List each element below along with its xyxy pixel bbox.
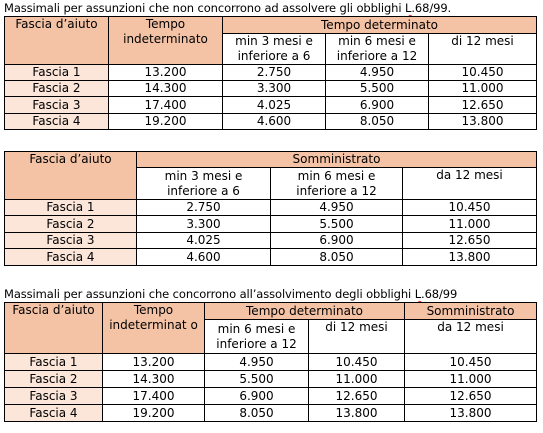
- table-row: [5, 354, 537, 371]
- cell-value: 19.200: [103, 405, 205, 422]
- table-non-concorrono: [4, 16, 537, 130]
- subheader-12mesi: di 12 mesi: [429, 34, 537, 65]
- table-row: [5, 97, 537, 114]
- table-concorrono: [4, 302, 537, 422]
- caption-text: Massimali per assunzioni che concorrono all’assolvimento degli obblighi: [4, 287, 415, 301]
- cell-value: 11.000: [403, 216, 537, 233]
- header-determinato: Tempo determinato: [223, 17, 537, 34]
- row-label: Fascia 1: [5, 354, 103, 371]
- cell-value: 4.950: [205, 354, 309, 371]
- cell-value: 3.300: [223, 81, 326, 97]
- cell-value: 14.300: [109, 81, 223, 97]
- row-label: Fascia 1: [5, 65, 109, 81]
- cell-value: 12.650: [403, 233, 537, 249]
- subheader-som-12mesi: da 12 mesi: [405, 320, 537, 354]
- cell-value: 13.800: [405, 405, 537, 422]
- table-row: [5, 249, 537, 266]
- row-label: Fascia 3: [5, 97, 109, 114]
- cell-value: 12.650: [309, 388, 405, 405]
- spellcheck-flagged-word: L.: [414, 287, 425, 301]
- row-label: Fascia 1: [5, 200, 137, 216]
- table-row: [5, 371, 537, 388]
- cell-value: 13.800: [309, 405, 405, 422]
- subheader-12mesi: di 12 mesi: [309, 320, 405, 354]
- row-label: Fascia 2: [5, 216, 137, 233]
- cell-value: 6.900: [326, 97, 429, 114]
- header-indeterminato: Tempo indeterminato: [109, 17, 223, 65]
- cell-value: 6.900: [205, 388, 309, 405]
- row-label: Fascia 2: [5, 371, 103, 388]
- caption-tail: 68/99: [424, 287, 458, 301]
- row-label: Fascia 4: [5, 249, 137, 266]
- caption-non-concorrono: [4, 1, 451, 15]
- cell-value: 11.000: [405, 371, 537, 388]
- cell-value: 10.450: [403, 200, 537, 216]
- cell-value: 13.800: [429, 114, 537, 130]
- row-label: Fascia 4: [5, 114, 109, 130]
- caption-tail: 68/99.: [414, 1, 452, 15]
- cell-value: 13.200: [103, 354, 205, 371]
- subheader-min6: min 6 mesi e inferiore a 12: [326, 34, 429, 65]
- table-row: [5, 114, 537, 130]
- cell-value: 19.200: [109, 114, 223, 130]
- table-row: [5, 216, 537, 233]
- cell-value: 8.050: [326, 114, 429, 130]
- table-row: [5, 388, 537, 405]
- row-label: Fascia 4: [5, 405, 103, 422]
- table-somministrato: [4, 151, 537, 266]
- subheader-min6: min 6 mesi e inferiore a 12: [205, 320, 309, 354]
- cell-value: 17.400: [109, 97, 223, 114]
- cell-value: 8.050: [205, 405, 309, 422]
- subheader-min3: min 3 mesi e inferiore a 6: [137, 168, 271, 200]
- cell-value: 10.450: [405, 354, 537, 371]
- cell-value: 5.500: [326, 81, 429, 97]
- cell-value: 13.800: [403, 249, 537, 266]
- cell-value: 4.600: [223, 114, 326, 130]
- cell-value: 5.500: [271, 216, 403, 233]
- header-somministrato: Somministrato: [405, 303, 537, 320]
- cell-value: 4.025: [223, 97, 326, 114]
- cell-value: 12.650: [429, 97, 537, 114]
- cell-value: 13.200: [109, 65, 223, 81]
- header-fascia: Fascia d’aiuto: [5, 303, 103, 354]
- cell-value: 17.400: [103, 388, 205, 405]
- subheader-min6: min 6 mesi e inferiore a 12: [271, 168, 403, 200]
- cell-value: 10.450: [429, 65, 537, 81]
- subheader-12mesi: da 12 mesi: [403, 168, 537, 200]
- table-row: [5, 65, 537, 81]
- cell-value: 11.000: [309, 371, 405, 388]
- cell-value: 8.050: [271, 249, 403, 266]
- cell-value: 4.600: [137, 249, 271, 266]
- cell-value: 4.025: [137, 233, 271, 249]
- row-label: Fascia 2: [5, 81, 109, 97]
- cell-value: 2.750: [137, 200, 271, 216]
- spellcheck-flagged-word: L.: [405, 1, 415, 15]
- cell-value: 10.450: [309, 354, 405, 371]
- header-fascia: Fascia d’aiuto: [5, 152, 137, 200]
- caption-concorrono: [4, 287, 457, 301]
- header-fascia: Fascia d’aiuto: [5, 17, 109, 65]
- caption-text: Massimali per assunzioni che non concorrono ad assolvere gli obblighi: [4, 1, 406, 15]
- cell-value: 11.000: [429, 81, 537, 97]
- row-label: Fascia 3: [5, 388, 103, 405]
- subheader-min3: min 3 mesi e inferiore a 6: [223, 34, 326, 65]
- header-somministrato: Somministrato: [137, 152, 537, 168]
- cell-value: 2.750: [223, 65, 326, 81]
- table-row: [5, 81, 537, 97]
- row-label: Fascia 3: [5, 233, 137, 249]
- cell-value: 5.500: [205, 371, 309, 388]
- table-row: [5, 405, 537, 422]
- cell-value: 3.300: [137, 216, 271, 233]
- cell-value: 4.950: [326, 65, 429, 81]
- header-indeterminato: Tempo indeterminat o: [103, 303, 205, 354]
- header-determinato: Tempo determinato: [205, 303, 405, 320]
- cell-value: 4.950: [271, 200, 403, 216]
- table-row: [5, 200, 537, 216]
- table-row: [5, 233, 537, 249]
- cell-value: 12.650: [405, 388, 537, 405]
- cell-value: 6.900: [271, 233, 403, 249]
- cell-value: 14.300: [103, 371, 205, 388]
